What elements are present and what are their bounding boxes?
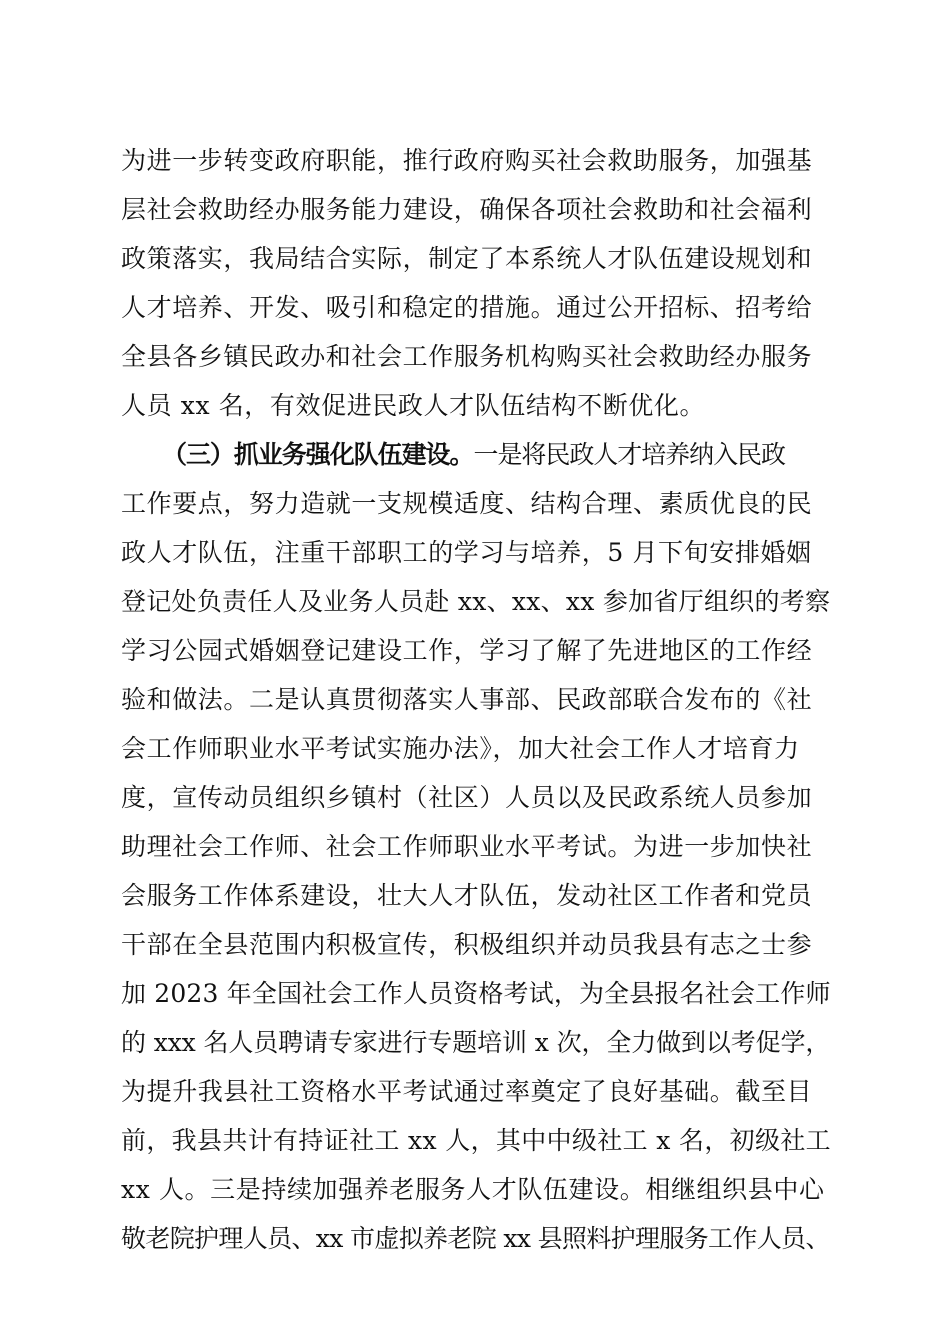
- text-line: 干部在全县范围内积极宣传，积极组织并动员我县有志之士参: [121, 930, 813, 959]
- text-line: 人才培养、开发、吸引和稳定的措施。通过公开招标、招考给: [121, 293, 813, 322]
- text-line: 会工作师职业水平考试实施办法》，加大社会工作人才培育力: [121, 734, 800, 763]
- text-line: 加 2023 年全国社会工作人员资格考试，为全县报名社会工作师: [121, 979, 831, 1008]
- section-heading-line: [162, 435, 872, 475]
- text-line: 度，宣传动员组织乡镇村（社区）人员以及民政系统人员参加: [121, 783, 813, 812]
- section-heading: （三）抓业务强化队伍建设。: [162, 440, 474, 469]
- text-line: 工作要点，努力造就一支规模适度、结构合理、素质优良的民: [121, 489, 813, 518]
- text-line: 为提升我县社工资格水平考试通过率奠定了良好基础。截至目: [121, 1077, 813, 1106]
- text-line: 敬老院护理人员、xx 市虚拟养老院 xx 县照料护理服务工作人员、: [121, 1224, 830, 1253]
- text-line: 登记处负责任人及业务人员赴 xx、xx、xx 参加省厅组织的考察: [121, 587, 831, 616]
- text-span: 一是将民政人才培养纳入民政: [473, 440, 785, 469]
- text-line: 全县各乡镇民政办和社会工作服务机构购买社会救助经办服务: [121, 342, 813, 371]
- text-line: 验和做法。二是认真贯彻落实人事部、民政部联合发布的《社: [121, 685, 813, 714]
- text-line: 前，我县共计有持证社工 xx 人，其中中级社工 x 名，初级社工: [121, 1126, 832, 1155]
- text-line: 政策落实，我局结合实际，制定了本系统人才队伍建设规划和: [121, 244, 813, 273]
- text-line: 政人才队伍，注重干部职工的学习与培养，5 月下旬安排婚姻: [121, 538, 812, 567]
- text-line: 学习公园式婚姻登记建设工作，学习了解了先进地区的工作经: [121, 636, 813, 665]
- text-line: 的 xxx 名人员聘请专家进行专题培训 x 次，全力做到以考促学，: [121, 1028, 831, 1057]
- text-line: 为进一步转变政府职能，推行政府购买社会救助服务，加强基: [121, 146, 813, 175]
- text-line: xx 人。三是持续加强养老服务人才队伍建设。相继组织县中心: [121, 1175, 825, 1204]
- text-line: 层社会救助经办服务能力建设，确保各项社会救助和社会福利: [121, 195, 813, 224]
- text-line: 助理社会工作师、社会工作师职业水平考试。为进一步加快社: [121, 832, 813, 861]
- text-line: 人员 xx 名，有效促进民政人才队伍结构不断优化。: [121, 391, 706, 420]
- text-line: 会服务工作体系建设，壮大人才队伍，发动社区工作者和党员: [121, 881, 813, 910]
